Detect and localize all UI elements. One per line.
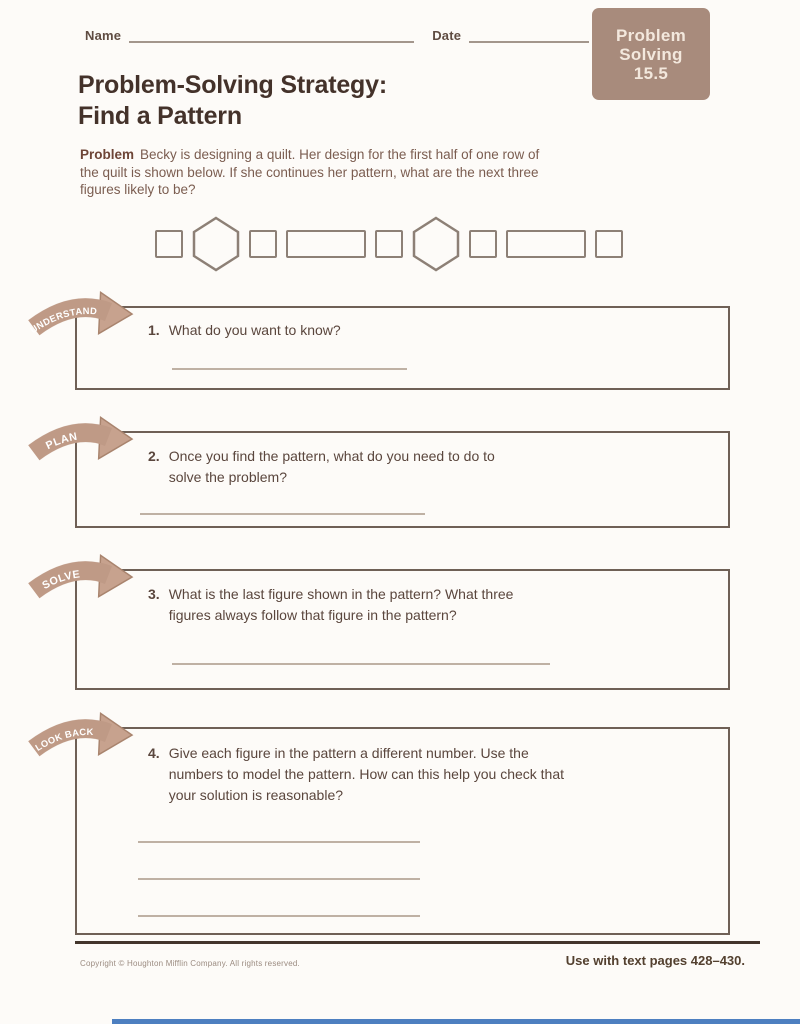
ribbon-arrow-icon (26, 549, 134, 607)
problem-label: Problem (80, 147, 135, 162)
look-back-ribbon (26, 707, 134, 765)
plan-box (75, 431, 730, 528)
pattern-shape-square (155, 230, 183, 258)
pattern-shape-rectangle (286, 230, 366, 258)
scan-edge-strip (112, 1019, 800, 1024)
pattern-shape-rectangle (506, 230, 586, 258)
pattern-shape-hexagon (192, 216, 240, 272)
question-3 (148, 584, 524, 626)
svg-text:UNDERSTAND: UNDERSTAND (28, 305, 98, 336)
plan-ribbon (26, 411, 134, 469)
question-1-number: 1. (148, 322, 160, 338)
date-label: Date (432, 28, 462, 43)
pattern-row (155, 215, 635, 273)
lesson-badge (592, 8, 710, 100)
pattern-shape-square (375, 230, 403, 258)
name-label: Name (85, 28, 122, 43)
question-3-answer-area (172, 663, 550, 700)
page-title-line2: Find a Pattern (78, 102, 242, 130)
svg-text:SOLVE: SOLVE (40, 568, 82, 592)
answer-line (138, 878, 420, 880)
badge-lesson-number: 15.5 (633, 63, 669, 83)
question-4 (148, 743, 584, 806)
footer-rule (75, 941, 760, 944)
question-2 (148, 446, 529, 488)
svg-text:PLAN: PLAN (44, 430, 79, 453)
problem-statement (80, 146, 555, 199)
question-4-number: 4. (148, 745, 160, 761)
pattern-shape-square (595, 230, 623, 258)
question-2-number: 2. (148, 448, 160, 464)
name-blank-line (129, 29, 414, 43)
copyright-text: Copyright © Houghton Mifflin Company. All rights reserved. (80, 959, 300, 968)
answer-line (172, 663, 550, 665)
pattern-shape-hexagon (412, 216, 460, 272)
question-2-text: Once you find the pattern, what do you need to do to solve the problem? (168, 448, 495, 485)
badge-line1: Problem (615, 25, 687, 45)
answer-line (138, 915, 420, 917)
question-3-text: What is the last figure shown in the pattern? What three figures always follow that figure in the pattern? (168, 586, 514, 623)
page-title-line1: Problem-Solving Strategy: (78, 71, 387, 99)
understand-box (75, 306, 730, 390)
problem-text: Becky is designing a quilt. Her design for the first half of one row of the quilt is shown below. If she continues her pattern, what are the next three figures likely to be? (80, 147, 540, 197)
ribbon-arrow-icon (26, 286, 134, 344)
question-1-text: What do you want to know? (168, 322, 341, 338)
page-title (78, 70, 387, 132)
ribbon-arrow-icon (26, 411, 134, 469)
question-1 (148, 320, 341, 341)
answer-line (140, 513, 425, 515)
question-1-answer-area (172, 368, 407, 405)
question-4-text: Give each figure in the pattern a different number. Use the numbers to model the pattern. How can this help you check that your solution is reasonable? (168, 745, 565, 803)
look-back-box (75, 727, 730, 935)
answer-line (138, 841, 420, 843)
pattern-shape-square (469, 230, 497, 258)
question-2-answer-area (140, 513, 425, 550)
use-with-pages-text: Use with text pages 428–430. (565, 953, 745, 968)
ribbon-arrow-icon (26, 707, 134, 765)
question-4-answer-area (138, 841, 420, 952)
badge-line2: Solving (619, 44, 683, 64)
answer-line (172, 368, 407, 370)
date-blank-line (469, 29, 589, 43)
svg-text:LOOK BACK: LOOK BACK (33, 726, 94, 753)
solve-box (75, 569, 730, 690)
solve-ribbon (26, 549, 134, 607)
understand-ribbon (26, 286, 134, 344)
pattern-shape-square (249, 230, 277, 258)
question-3-number: 3. (148, 586, 160, 602)
